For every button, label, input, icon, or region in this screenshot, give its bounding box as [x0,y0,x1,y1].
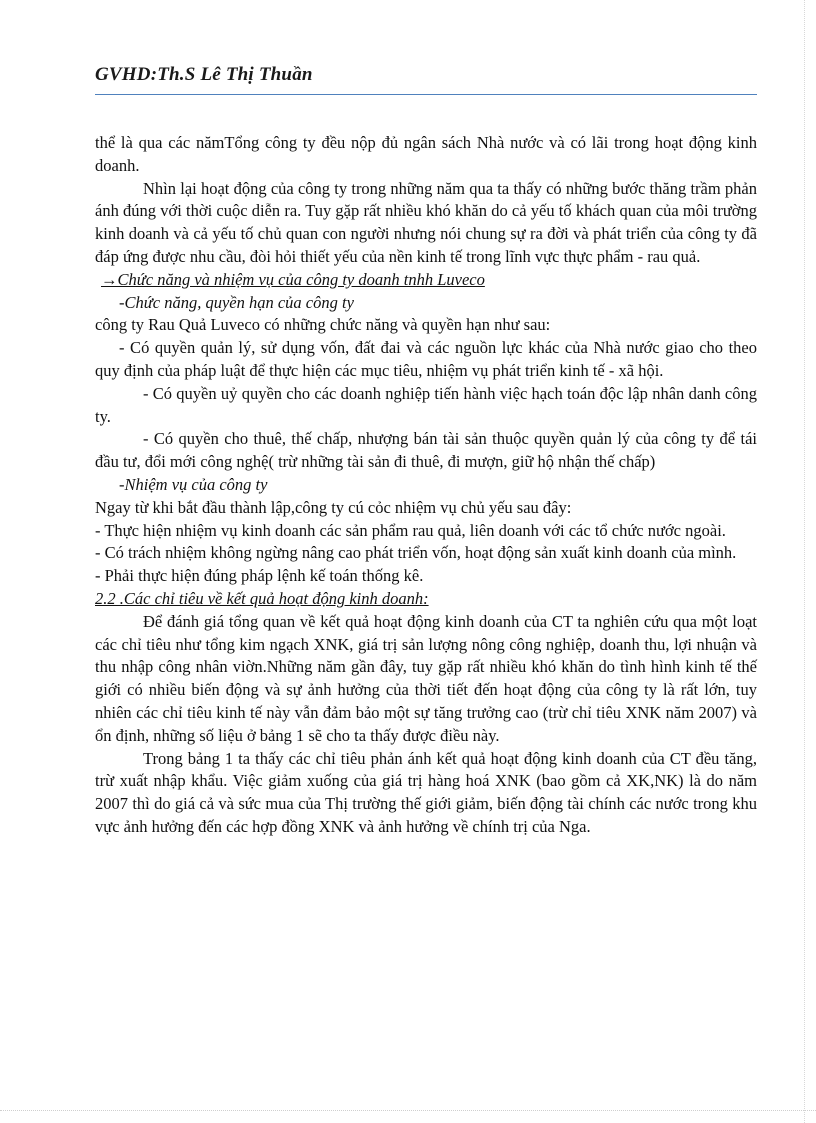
section-heading-functions [95,269,757,292]
document-body [95,132,757,839]
paragraph-1: thể là qua các nămTổng công ty đều nộp đủ ngân sách Nhà nước và có lãi trong hoạt động kinh doanh. [95,133,757,175]
paragraph-10: - Phải thực hiện đúng pháp lệnh kế toán thống kê. [95,566,424,586]
paragraph-4: - Có quyền quản lý, sử dụng vốn, đất đai và các nguồn lực khác của Nhà nước giao cho theo quy định của pháp luật để thực hiện các mục tiêu, nhiệm vụ phát triển kinh tế - xã hội. [95,338,757,380]
paragraph-11: Để đánh giá tổng quan về kết quả hoạt động kinh doanh của CT ta nghiên cứu qua một loạt các chỉ tiêu như tổng kim ngạch XNK, giá trị sản lượng nông công nghiệp, doanh thu, lợi nhuận và thu nhập công nhân viờn.Những năm gần đây, tuy gặp rất nhiều khó khăn do tình hình kinh tế thế giới có nhiều biến động và sự ảnh hưởng của thời tiết đến hoạt động của công ty là rất lớn, tuy nhiên các chỉ tiêu kinh tế này vẫn đảm bảo một sự tăng trưởng cao (trừ chỉ tiêu XNK năm 2007) và ổn định, những số liệu ở bảng 1 sẽ cho ta thấy được điều này. [95,611,757,745]
page-border-bottom [0,1110,816,1111]
paragraph-2: Nhìn lại hoạt động của công ty trong những năm qua ta thấy có những bước thăng trầm phản ánh đúng với thời cuộc diễn ra. Tuy gặp rất nhiều khó khăn do cả yếu tố khách quan của môi trường kinh doanh và cả yếu tố chủ quan con người nhưng nói chung sự ra đời và phát triển của công ty đã đáp ứng được nhu cầu, đòi hỏi thiết yếu của nền kinh tế trong lĩnh vực thực phẩm - rau quả. [95,178,757,266]
arrow-icon: → [101,269,118,289]
paragraph-6: - Có quyền cho thuê, thế chấp, nhượng bán tài sản thuộc quyền quản lý của công ty để tái đầu tư, đổi mới công nghệ( trừ những tài sản đi thuê, đi mượn, giữ hộ nhận thế chấp) [95,429,757,472]
page-border-right [804,0,805,1123]
paragraph-3: công ty Rau Quả Luveco có những chức năng và quyền hạn như sau: [95,315,551,335]
paragraph-8: - Thực hiện nhiệm vụ kinh doanh các sản phẩm rau quả, liên doanh với các tổ chức nước ngoài. [95,520,726,540]
header-title: GVHD:Th.S Lê Thị Thuần [95,64,313,85]
page-header [95,64,757,95]
paragraph-9: - Có trách nhiệm không ngừng nâng cao phát triển vốn, hoạt động sản xuất kinh doanh của mình. [95,543,737,563]
section-heading-2-2: 2.2 .Các chỉ tiêu về kết quả hoạt động kinh doanh: [95,588,429,608]
paragraph-7: Ngay từ khi bắt đầu thành lập,công ty cú cỏc nhiệm vụ chủ yếu sau đây: [95,497,572,517]
paragraph-5: - Có quyền uỷ quyền cho các doanh nghiệp tiến hành việc hạch toán độc lập nhân danh công ty. [95,383,757,426]
subheading-duties: -Nhiệm vụ của công ty [119,474,268,494]
section-heading-functions-text: Chức năng và nhiệm vụ của công ty doanh tnhh Luveco [117,269,485,289]
paragraph-12: Trong bảng 1 ta thấy các chỉ tiêu phản ánh kết quả hoạt động kinh doanh của CT đều tăng, trừ xuất nhập khẩu. Việc giảm xuống của giá trị hàng hoá XNK (bao gồm cả XK,NK) là do năm 2007 thì do giá cả và sức mua của Thị trường thế giới giảm, biến động tài chính các nước trong khu vực ảnh hưởng đến các hợp đồng XNK và ảnh hưởng về chính trị của Nga. [95,748,757,836]
subheading-functions-rights: -Chức năng, quyền hạn của công ty [119,292,354,312]
